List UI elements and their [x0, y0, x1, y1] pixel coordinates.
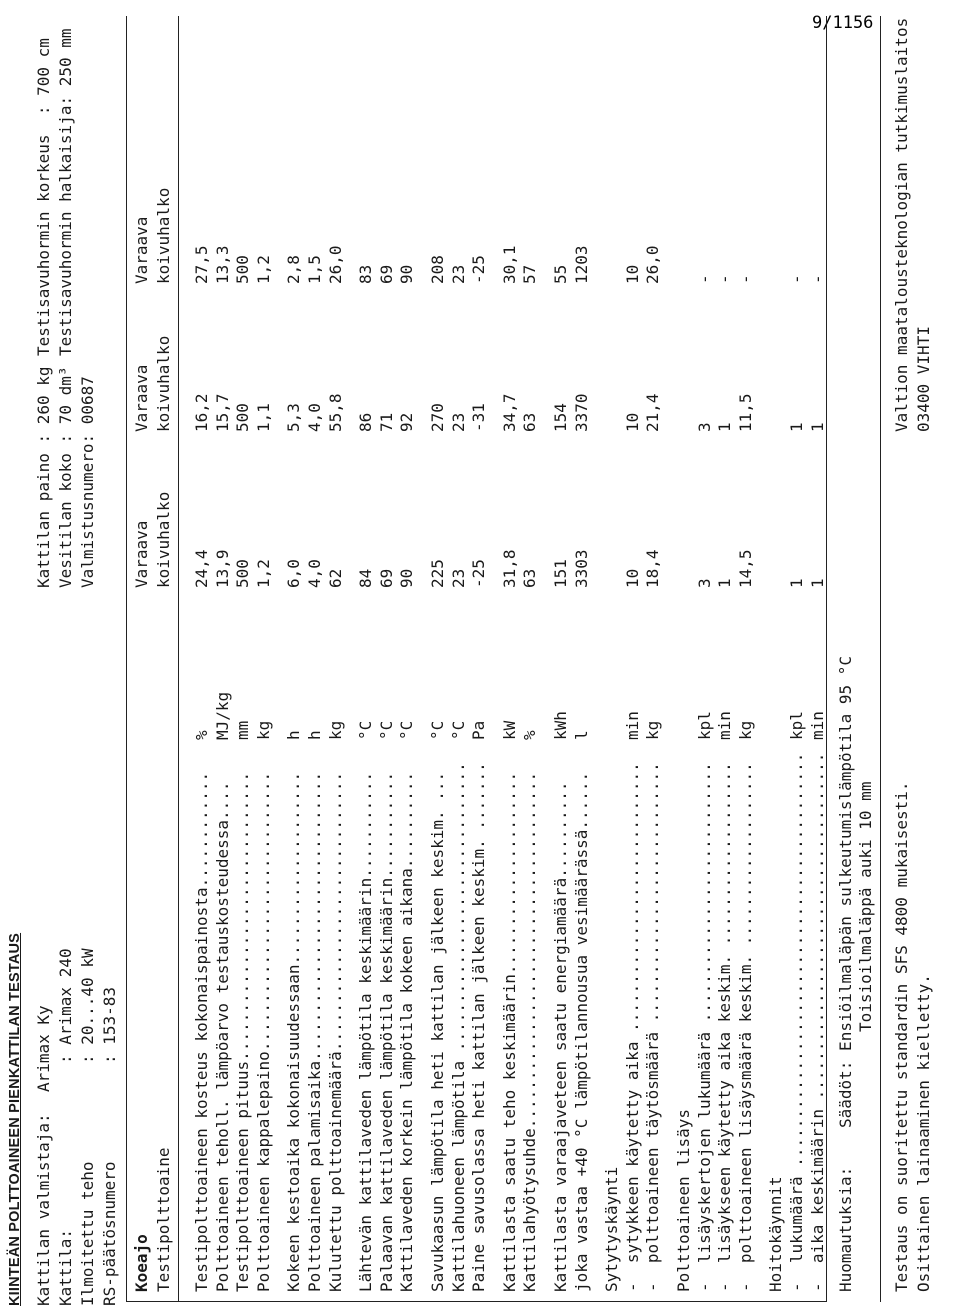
row-value-col1: 500 [233, 559, 253, 588]
row-value-col2: 154 [551, 403, 570, 432]
row-value-col3: - [715, 274, 735, 284]
row-value-col1: 90 [397, 568, 417, 588]
row-value-col2: 86 [356, 412, 376, 432]
row-value-col3: 13,3 [212, 245, 232, 284]
row-unit: min [715, 711, 735, 740]
row-label: Sytytyskäynti [602, 1166, 622, 1292]
footer-address: 03400 VIHTI [914, 326, 933, 432]
row-value-col2: 500 [233, 403, 253, 432]
col2-line1: Varaava [132, 364, 151, 432]
row-label: - lisäyskertojen lukumäärä ........................... [694, 762, 714, 1292]
row-label: Hoitokäynnit [766, 1176, 786, 1292]
row-label: - sytykkeen käytetty aika ............................ [622, 762, 642, 1292]
row-value-col3: 500 [233, 255, 253, 284]
row-value-col1: 6,0 [284, 559, 304, 588]
row-label: Polttoaineen lisäys [674, 1108, 693, 1292]
row-label: - polttoaineen lisäysmäärä keskim. ................... [735, 762, 755, 1292]
row-unit: Pa [469, 720, 489, 740]
row-label: Kokeen kestoaika kokonaisuudessaan.................... [284, 771, 304, 1292]
row-value-col2: 3370 [571, 393, 591, 432]
remarks-label: Huomautuksia: [836, 1166, 855, 1292]
water-volume: Vesitilan koko : 70 dm³ [56, 366, 75, 588]
row-unit: °C [448, 720, 468, 740]
table-top-rule [126, 16, 127, 1302]
row-unit: °C [356, 720, 376, 740]
row-value-col3: 90 [397, 264, 417, 284]
row-value-col1: 1,2 [253, 559, 273, 588]
row-value-col1: 62 [325, 568, 345, 588]
row-value-col3: 26,0 [643, 245, 663, 284]
row-value-col2: 11,5 [735, 393, 755, 432]
chimney-diameter: Testisavuhormin halkaisija: 250 mm [56, 28, 75, 356]
row-value-col2: 3 [694, 422, 714, 432]
row-unit: mm [233, 720, 253, 740]
row-value-col2: 92 [397, 412, 417, 432]
row-value-col3: 83 [356, 264, 376, 284]
row-label: Paine savusolassa heti kattilan jälkeen keskim. ....... [469, 762, 489, 1292]
boiler-weight: Kattilan paino : 260 kg [34, 366, 53, 588]
row-value-col2: 1 [715, 422, 735, 432]
row-unit: kg [643, 720, 663, 740]
rated-power-label: Ilmoitettu teho [78, 1161, 97, 1306]
row-unit: min [807, 711, 827, 740]
row-value-col3: 26,0 [325, 245, 345, 284]
row-label: Testipolttoaineen pituus.............................. [233, 771, 253, 1292]
row-value-col2: 16,2 [192, 393, 211, 432]
row-label: joka vastaa +40 °C lämpötilannousua vesimäärässä...... [571, 771, 591, 1292]
row-value-col3: - [694, 274, 714, 284]
row-value-col3: 1,5 [305, 255, 324, 284]
col1-line1: Varaava [132, 520, 151, 588]
row-value-col3: 27,5 [192, 245, 211, 284]
chimney-height: Testisavuhormin korkeus : 700 cm [34, 38, 53, 356]
row-value-col2: 5,3 [284, 403, 304, 432]
row-value-col2: 34,7 [499, 393, 519, 432]
row-label: Kulutettu polttoainemäärä............................. [325, 771, 345, 1292]
row-label: Testipolttoaineen kosteus kokonaispainosta............ [192, 771, 211, 1292]
row-unit: h [284, 730, 304, 740]
row-unit: % [520, 730, 540, 740]
row-unit: kW [499, 720, 519, 740]
row-value-col3: 23 [448, 264, 468, 284]
row-label: Kattilaveden korkein lämpötila kokeen aikana.......... [397, 771, 417, 1292]
row-value-col3: - [735, 274, 755, 284]
row-unit: min [622, 711, 642, 740]
row-value-col2: 23 [448, 412, 468, 432]
row-label: Savukaasun lämpötila heti kattilan jälkeen keskim. ... [428, 771, 447, 1292]
row-label: Polttoaineen palamisaika.............................. [305, 771, 324, 1292]
row-unit: l [571, 730, 591, 740]
row-label: - lisäykseen käytetty aika keskim. ................... [715, 762, 735, 1292]
rated-power-value: : 20...40 kW [78, 948, 97, 1064]
row-unit: °C [397, 720, 417, 740]
row-value-col2: 270 [428, 403, 447, 432]
row-value-col2: 10 [622, 412, 642, 432]
manufacturer-value: Arimax Ky [34, 1005, 53, 1092]
row-value-col2: 1 [807, 422, 827, 432]
row-value-col1: 10 [622, 568, 642, 588]
row-label: Palaavan kattilaveden lämpötila keskimäärin........... [376, 771, 396, 1292]
row-unit: °C [428, 720, 447, 740]
row-label: Kattilasta saatu teho keskimäärin..................... [499, 771, 519, 1292]
footer-copyright: Osittainen lainaaminen kielletty. [914, 974, 933, 1292]
report-title: KIINTEÄN POLTTOAINEEN PIENKATTILAN TESTAUS [7, 932, 23, 1306]
row-value-col3: 57 [520, 264, 540, 284]
row-value-col3: 208 [428, 255, 447, 284]
row-value-col1: 225 [428, 559, 447, 588]
row-value-col1: 4,0 [305, 559, 324, 588]
row-unit: kpl [787, 711, 806, 740]
row-value-col3: 55 [551, 264, 570, 284]
row-unit: kg [735, 720, 755, 740]
col3-line2: koivuhalko [154, 187, 173, 284]
row-unit: kpl [694, 711, 714, 740]
footer-institute: Valtion maatalousteknologian tutkimuslaitos [892, 17, 911, 432]
koeajo-label: Koeajo [132, 1234, 151, 1292]
row-unit: % [192, 730, 211, 740]
row-unit: MJ/kg [212, 691, 232, 740]
row-value-col1: 1 [787, 578, 806, 588]
row-value-col2: 63 [520, 412, 540, 432]
col2-line2: koivuhalko [154, 335, 173, 432]
row-value-col1: -25 [469, 559, 489, 588]
row-value-col1: 69 [376, 568, 396, 588]
row-value-col1: 3303 [571, 549, 591, 588]
boiler-value: : Arimax 240 [56, 948, 75, 1064]
row-value-col3: 30,1 [499, 245, 519, 284]
row-value-col3: 10 [622, 264, 642, 284]
rs-decision-label: RS-päätösnumero [100, 1161, 119, 1306]
row-label: Lähtevän kattilaveden lämpötila keskimäärin........... [356, 771, 376, 1292]
row-label: - aika keskimäärin .................................... [807, 752, 827, 1292]
col3-line1: Varaava [132, 216, 151, 284]
row-label: Polttoaineen teholl. lämpöarvo testauskosteudessa.... [212, 781, 232, 1292]
row-value-col3: -25 [469, 255, 489, 284]
row-value-col1: 18,4 [643, 549, 663, 588]
row-value-col1: 31,8 [499, 549, 519, 588]
row-value-col2: 55,8 [325, 393, 345, 432]
manufacturer-label: Kattilan valmistaja: [34, 1113, 53, 1306]
row-value-col1: 14,5 [735, 549, 755, 588]
row-value-col2: -31 [469, 403, 489, 432]
row-value-col2: 1 [787, 422, 806, 432]
row-value-col1: 3 [694, 578, 714, 588]
row-unit: kg [325, 720, 345, 740]
row-label: Kattilahyötysuhde..................................... [520, 771, 540, 1292]
footer-rule [880, 16, 881, 1302]
row-value-col1: 23 [448, 568, 468, 588]
footer-standard: Testaus on suoritettu standardin SFS 4800 mukaisesti. [892, 781, 911, 1292]
row-unit: kg [253, 720, 273, 740]
serial-number: Valmistusnumero: 00687 [78, 376, 97, 588]
row-unit: kWh [551, 711, 570, 740]
row-label: Kattilasta varaajaveteen saatu energiamäärä.......... [551, 781, 570, 1292]
row-value-col1: 63 [520, 568, 540, 588]
fuel-label: Testipolttoaine [154, 1147, 173, 1292]
row-value-col1: 1 [715, 578, 735, 588]
row-value-col1: 1 [807, 578, 827, 588]
row-label: - polttoaineen täytösmäärä ........................... [643, 762, 663, 1292]
row-value-col2: 4,0 [305, 403, 324, 432]
row-value-col2: 1,1 [253, 403, 273, 432]
col1-line2: koivuhalko [154, 491, 173, 588]
row-value-col1: 151 [551, 559, 570, 588]
page-number: 9/1156 [812, 13, 874, 33]
row-label: - lukumäärä ........................................... [787, 752, 806, 1292]
remarks-line1: Säädöt: Ensiöilmaläpän sulkeutumislämpötila 95 °C [836, 655, 855, 1128]
row-value-col1: 24,4 [192, 549, 211, 588]
row-value-col3: - [807, 274, 827, 284]
row-value-col2: 71 [376, 412, 396, 432]
row-unit: h [305, 730, 324, 740]
row-value-col1: 13,9 [212, 549, 232, 588]
boiler-label: Kattila: [56, 1228, 75, 1306]
row-value-col2: 21,4 [643, 393, 663, 432]
row-value-col3: 69 [376, 264, 396, 284]
row-value-col3: 1,2 [253, 255, 273, 284]
row-value-col1: 84 [356, 568, 376, 588]
row-value-col3: - [787, 274, 806, 284]
table-header-rule [178, 16, 179, 1302]
row-label: Polttoaineen kappalepaino............................. [253, 771, 273, 1292]
row-unit: °C [376, 720, 396, 740]
row-value-col3: 1203 [571, 245, 591, 284]
row-value-col3: 2,8 [284, 255, 304, 284]
remarks-line2: Toisioilmaläppä auki 10 mm [856, 781, 875, 1032]
table-left-rule [126, 1301, 826, 1302]
row-value-col2: 15,7 [212, 393, 232, 432]
rs-decision-value: : 153-83 [100, 986, 119, 1064]
row-label: Kattilahuoneen lämpötila .............................. [448, 762, 468, 1292]
